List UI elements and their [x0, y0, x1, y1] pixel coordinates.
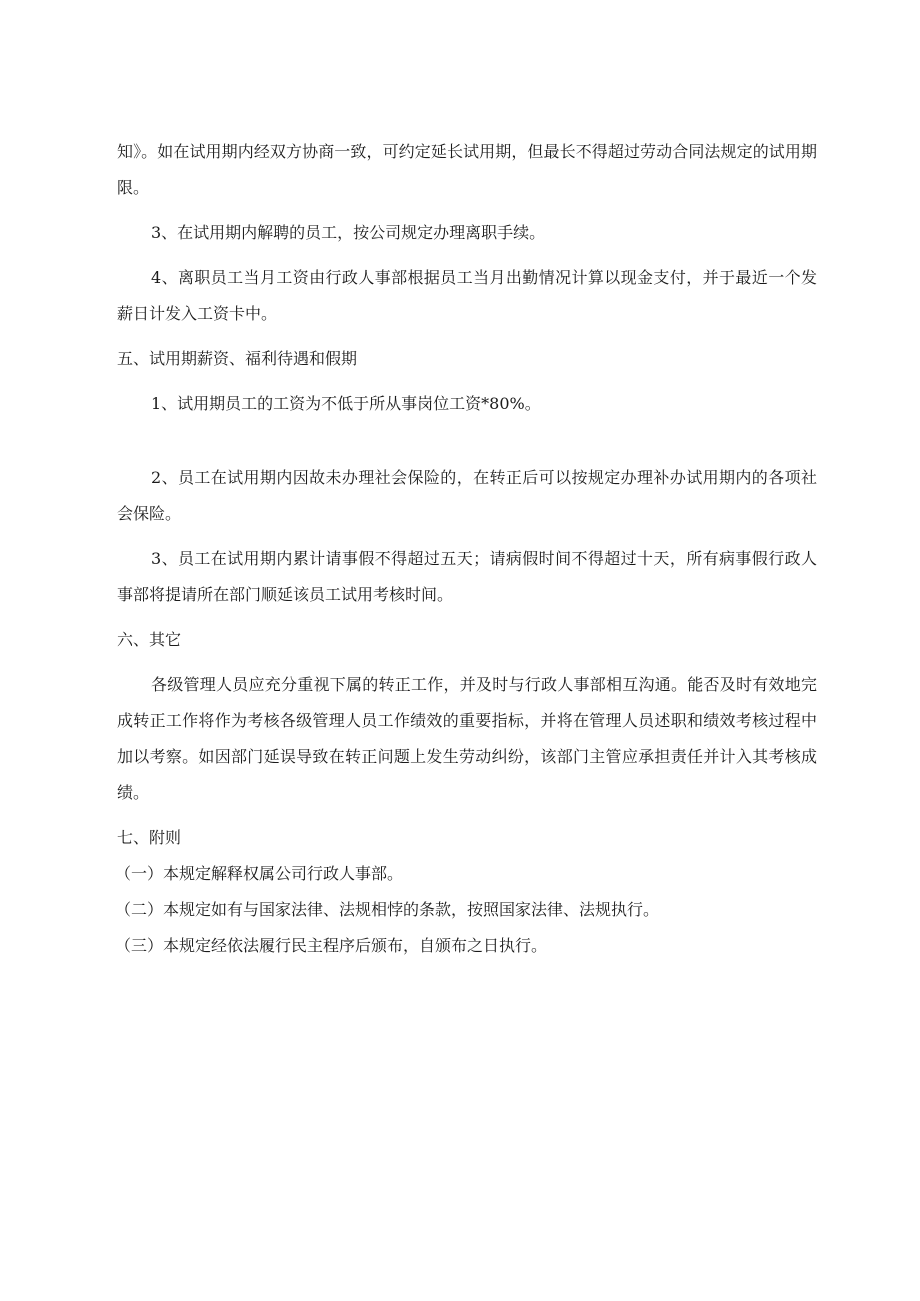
section-heading-5: 五、试用期薪资、福利待遇和假期: [117, 349, 358, 368]
section-heading-6: 六、其它: [117, 630, 182, 649]
paragraph-final-salary: 4、离职员工当月工资由行政人事部根据员工当月出勤情况计算以现金支付，并于最近一个发薪日计发入工资卡中。: [117, 268, 817, 323]
paragraph-probation-extension: 知》。如在试用期内经双方协商一致，可约定延长试用期，但最长不得超过劳动合同法规定的试用期限。: [117, 142, 817, 197]
section5-item-2: 2、员工在试用期内因故未办理社会保险的，在转正后可以按规定办理补办试用期内的各项社会保险。: [117, 468, 817, 523]
section7-clause-3: （三）本规定经依法履行民主程序后颁布，自颁布之日执行。: [115, 936, 548, 955]
paragraph-dismissal: 3、在试用期内解聘的员工，按公司规定办理离职手续。: [151, 223, 546, 242]
section7-clause-2: （二）本规定如有与国家法律、法规相悖的条款，按照国家法律、法规执行。: [115, 900, 660, 919]
section5-item-3: 3、员工在试用期内累计请事假不得超过五天；请病假时间不得超过十天，所有病事假行政人事部将提请所在部门顺延该员工试用考核时间。: [117, 549, 817, 604]
section7-clause-1: （一）本规定解释权属公司行政人事部。: [115, 864, 404, 883]
document-body: [117, 134, 817, 964]
section5-item-1: 1、试用期员工的工资为不低于所从事岗位工资*80%。: [151, 394, 541, 413]
section6-body: 各级管理人员应充分重视下属的转正工作，并及时与行政人事部相互沟通。能否及时有效地完成转正工作将作为考核各级管理人员工作绩效的重要指标，并将在管理人员述职和绩效考核过程中加以考察。如因部门延误导致在转正问题上发生劳动纠纷，该部门主管应承担责任并计入其考核成绩。: [117, 675, 817, 802]
section-heading-7: 七、附则: [117, 828, 182, 847]
